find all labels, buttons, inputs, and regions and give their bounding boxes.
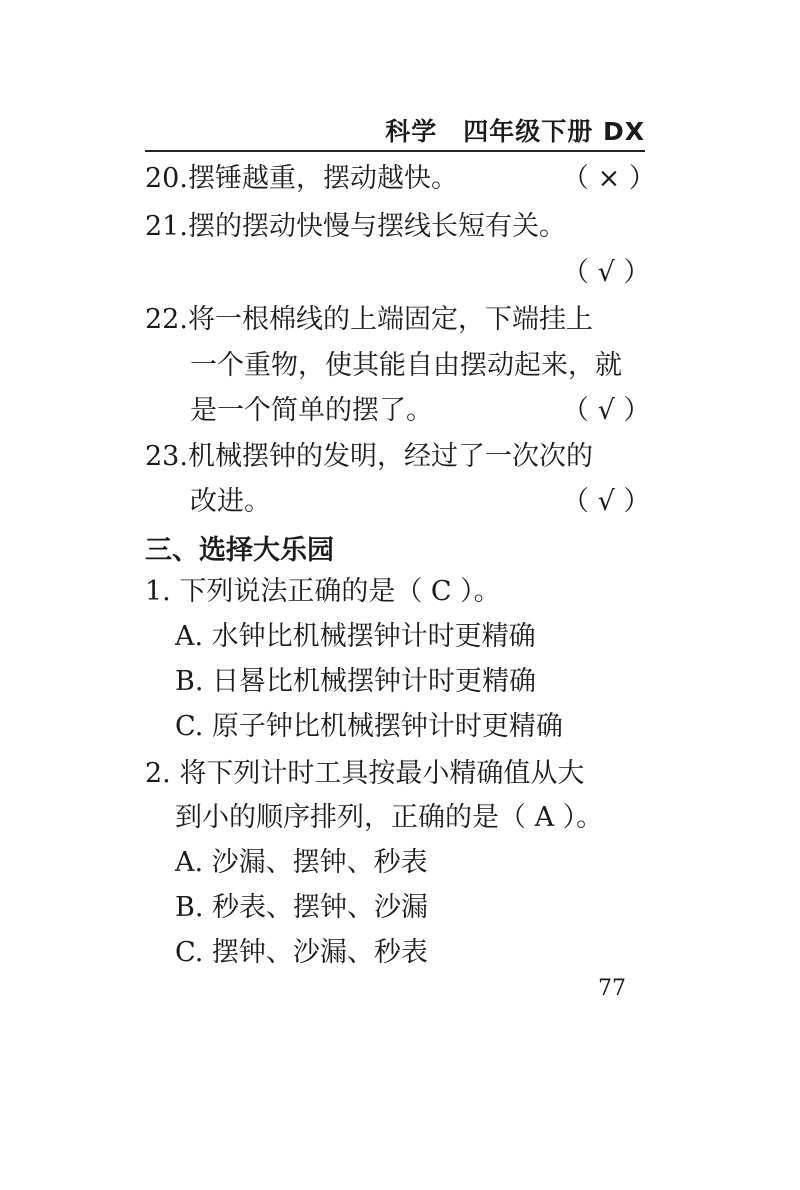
question-text: 一个重物，使其能自由摆动起来，就 [190,350,622,381]
question-number: 23. [145,441,188,472]
question-number: 20. [145,163,188,194]
question-text: 摆的摆动快慢与摆线长短有关。 [187,211,566,242]
section-title: 三、选择大乐园 [145,535,334,566]
question-text: 机械摆钟的发明，经过了一次次的 [187,441,593,472]
question-text: 摆锤越重，摆动越快。 [187,163,458,194]
page-number: 77 [598,976,626,1001]
question-text: 改进。 [190,486,271,517]
page-header [145,112,645,152]
choice-option: C. 原子钟比机械摆钟计时更精确 [175,711,563,742]
answer-mark: （ √ ） [562,486,651,517]
answer-mark: （ × ） [562,163,656,194]
question-number: 22. [145,304,188,335]
question-text: 将一根棉线的上端固定，下端挂上 [187,304,593,335]
header-title: 科学 四年级下册 DX [385,117,645,146]
question-23 [145,440,593,474]
choice-option: A. 沙漏、摆钟、秒表 [175,847,428,878]
answer-mark: （ √ ） [562,257,651,288]
choice-question-stem: 1. 下列说法正确的是（ C ）。 [145,576,501,607]
question-21 [145,210,566,244]
choice-question-stem: 2. 将下列计时工具按最小精确值从大 [145,758,585,789]
answer-mark: （ √ ） [562,395,651,426]
choice-option: B. 日晷比机械摆钟计时更精确 [175,666,537,697]
choice-option: B. 秒表、摆钟、沙漏 [175,892,429,923]
choice-option: A. 水钟比机械摆钟计时更精确 [175,621,536,652]
question-20 [145,162,458,196]
choice-question-stem: 到小的顺序排列，正确的是（ A ）。 [175,802,604,833]
choice-option: C. 摆钟、沙漏、秒表 [175,937,428,968]
question-number: 21. [145,211,188,242]
question-22 [145,303,593,337]
question-text: 是一个简单的摆了。 [190,395,433,426]
